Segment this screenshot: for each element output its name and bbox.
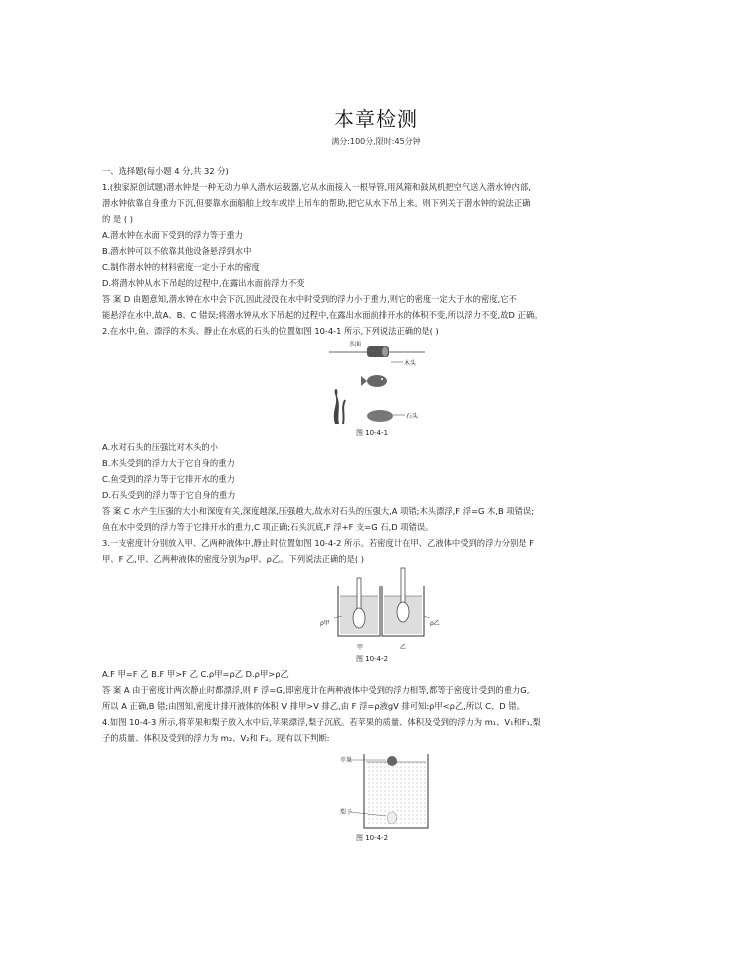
q3-options: A.F 甲=F 乙 B.F 甲>F 乙 C.ρ甲=ρ乙 D.ρ甲>ρ乙: [102, 669, 289, 679]
hydrometer-left-stem: [357, 578, 361, 610]
q2-option-c: C.鱼受到的浮力等于它排开水的重力: [102, 474, 235, 484]
fish: [367, 375, 387, 387]
q1-option-d: D.将潜水钟从水下吊起的过程中,在露出水面前浮力不变: [102, 278, 305, 288]
q1-option-a: A.潜水钟在水面下受到的浮力等于重力: [102, 230, 243, 240]
q3-answer-line-1: 答 案 A 由于密度计两次静止时都漂浮,则 F 浮=G,即密度计在两种液体中受到的浮力相等,都等于密度计受到的重力G,: [102, 685, 530, 695]
figure-caption-10-4-3: 图 10-4-2: [356, 834, 389, 842]
q1-answer-line-2: 能悬浮在水中,故A、B、C 错误;将潜水钟从水下吊起的过程中,在露出水面前排开水的体积不变,所以浮力不变,故D 正确。: [102, 310, 543, 320]
q1-stem-line-3: 的 是 ( ): [102, 214, 133, 224]
figure-label-pear: 梨子: [340, 809, 353, 816]
q2-answer-line-2: 鱼在水中受到的浮力等于它排开水的重力,C 项正确;石头沉底,F 浮+F 支=G 石,D 项错误。: [102, 522, 434, 532]
figure-label-rho-left: ρ甲: [320, 620, 330, 627]
q3-answer-line-2: 所以 A 正确,B 错;由图知,密度计排开液体的体积 V 排甲>V 排乙,由 F 浮=ρ液gV 排可知:ρ甲<ρ乙,所以 C、D 错。: [102, 701, 525, 711]
pear: [388, 812, 397, 824]
section-heading: 一、选择题(每小题 4 分,共 32 分): [102, 166, 229, 176]
stone: [367, 410, 393, 422]
wood-log-end: [382, 347, 388, 357]
figure-10-4-3: [340, 750, 440, 830]
q1-option-b: B.潜水钟可以不依靠其他设备悬浮到水中: [102, 246, 252, 256]
q1-option-c: C.制作潜水钟的材料密度一定小于水的密度: [102, 262, 260, 272]
figure-10-4-2: [320, 566, 440, 642]
q2-option-d: D.石头受到的浮力等于它自身的重力: [102, 490, 236, 500]
figure-label-yi: 乙: [400, 644, 407, 651]
q1-stem-line-1: 1.(独家原创试题)潜水钟是一种无动力单人潜水运载器,它从水面接入一根导管,用风箱和鼓风机把空气送入潜水钟内部,: [102, 182, 531, 192]
seaweed-stem: [343, 400, 345, 424]
q3-stem-line-1: 3.一支密度计分别放入甲、乙两种液体中,静止时位置如图 10-4-2 所示。若密度计在甲、乙液体中受到的浮力分别是 F: [102, 538, 535, 548]
figure-label-apple: 苹果: [340, 757, 353, 764]
figure-label-stone: 石头: [406, 413, 419, 420]
page-subtitle: 满分:100分,限时:45分钟: [331, 137, 421, 146]
figure-label-water-surface: 水面: [349, 341, 362, 348]
q3-stem-line-2: 甲、F 乙,甲、乙两种液体的密度分别为ρ甲、ρ乙。下列说法正确的是( ): [102, 554, 365, 564]
hydrometer-right-bulb: [397, 602, 409, 622]
q2-answer-line-1: 答 案 C 水产生压强的大小和深度有关,深度越深,压强越大,故水对石头的压强大,A 项错;木头漂浮,F 浮=G 木,B 项错误;: [102, 506, 534, 516]
q1-answer-line-1: 答 案 D 由题意知,潜水钟在水中会下沉,因此浸没在水中时受到的浮力小于重力,则它的密度一定大于水的密度,它不: [102, 294, 517, 304]
figure-caption-10-4-1: 图 10-4-1: [356, 429, 389, 437]
fish-eye: [381, 378, 383, 380]
q2-option-b: B.木头受到的浮力大于它自身的重力: [102, 458, 235, 468]
q4-stem-line-1: 4.如图 10-4-3 所示,将苹果和梨子放入水中后,苹果漂浮,梨子沉底。若苹果的质量、体积及受到的浮力为 m₁、V₁和F₁,梨: [102, 717, 541, 727]
q2-stem: 2.在水中,鱼、漂浮的木头、静止在水底的石头的位置如图 10-4-1 所示,下列说法正确的是( ): [102, 326, 439, 336]
hydrometer-left-bulb: [353, 608, 365, 628]
q2-option-a: A.水对石头的压强比对木头的小: [102, 442, 219, 452]
seaweed: [334, 389, 339, 424]
page-title: 本章检测: [334, 107, 418, 131]
hydrometer-right-stem: [401, 568, 405, 604]
q1-stem-line-2: 潜水钟依靠自身重力下沉,但要靠水面船舶上绞车或岸上吊车的帮助,把它从水下吊上来。则下列关于潜水钟的说法正确: [102, 198, 531, 208]
figure-label-jia: 甲: [357, 644, 364, 651]
fish-tail: [361, 376, 367, 386]
apple: [387, 756, 397, 766]
figure-caption-10-4-2: 图 10-4-2: [356, 655, 389, 663]
figure-label-rho-right: ρ乙: [430, 620, 440, 627]
q4-stem-line-2: 子的质量、体积及受到的浮力为 m₂、V₂和 F₂。现有以下判断:: [102, 733, 330, 743]
figure-label-wood: 木头: [404, 360, 417, 367]
figure-10-4-1: [325, 338, 435, 426]
